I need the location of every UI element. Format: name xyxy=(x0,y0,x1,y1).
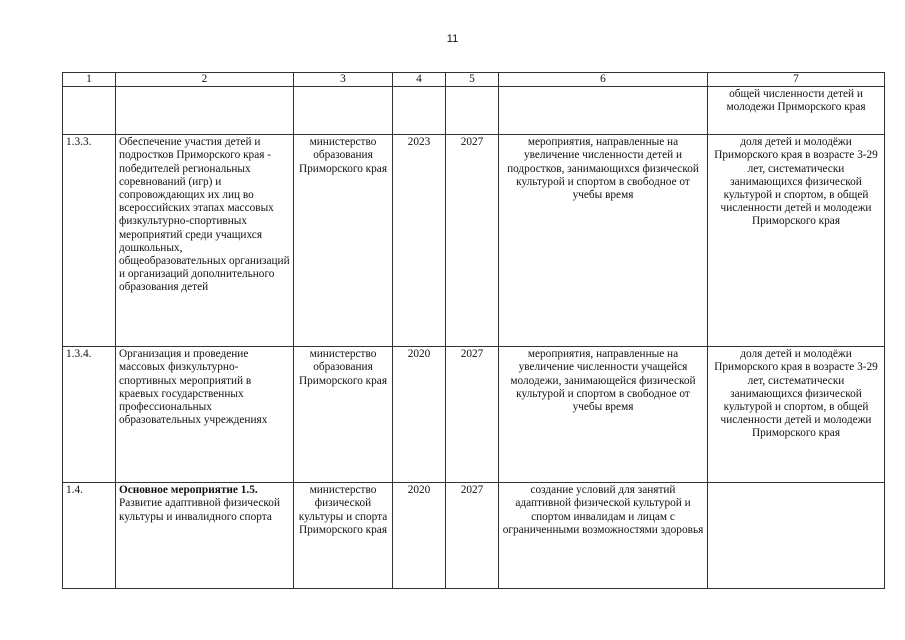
column-number-row xyxy=(63,73,885,87)
activity-name-text: Развитие адаптивной физической культуры и инвалидного спорта xyxy=(119,497,280,523)
column-number: 6 xyxy=(499,73,708,87)
indicator: общей численности детей и молодежи Приморского края xyxy=(708,87,885,135)
activity-name xyxy=(116,483,294,589)
table-row-continuation xyxy=(63,87,885,135)
column-number: 5 xyxy=(446,73,499,87)
expected-result: создание условий для занятий адаптивной физической культурой и спортом инвалидам и лицам с ограниченными возможностями здоровья xyxy=(499,483,708,589)
item-number xyxy=(63,87,116,135)
end-year: 2027 xyxy=(446,135,499,347)
end-year xyxy=(446,87,499,135)
item-number: 1.3.4. xyxy=(63,347,116,483)
executor: министерство образования Приморского края xyxy=(294,347,393,483)
column-number: 7 xyxy=(708,73,885,87)
expected-result: мероприятия, направленные на увеличение численности учащейся молодежи, занимающейся физической культурой и спортом в свободное от учебы время xyxy=(499,347,708,483)
end-year: 2027 xyxy=(446,483,499,589)
column-number: 2 xyxy=(116,73,294,87)
start-year: 2020 xyxy=(393,483,446,589)
indicator: доля детей и молодёжи Приморского края в возрасте 3-29 лет, систематически занимающихся физической культурой и спортом, в общей численности детей и молодежи Приморского края xyxy=(708,347,885,483)
executor: министерство физической культуры и спорта Приморского края xyxy=(294,483,393,589)
expected-result xyxy=(499,87,708,135)
column-number: 4 xyxy=(393,73,446,87)
activity-name: Обеспечение участия детей и подростков Приморского края - победителей региональных соревнований (игр) и сопровождающих их лиц во всероссийских этапах массовых физкультурно-спортивных мероприятий среди учащихся дошкольных, общеобразовательных организаций и организаций дополнительного образования детей xyxy=(116,135,294,347)
start-year: 2020 xyxy=(393,347,446,483)
column-number: 3 xyxy=(294,73,393,87)
expected-result: мероприятия, направленные на увеличение численности детей и подростков, занимающихся физической культурой и спортом в свободное от учебы время xyxy=(499,135,708,347)
table-row-1-3-4 xyxy=(63,347,885,483)
program-activities-table xyxy=(62,72,885,589)
start-year xyxy=(393,87,446,135)
table-row-1-4 xyxy=(63,483,885,589)
executor xyxy=(294,87,393,135)
activity-name: Организация и проведение массовых физкультурно-спортивных мероприятий в краевых государственных профессиональных образовательных учреждениях xyxy=(116,347,294,483)
start-year: 2023 xyxy=(393,135,446,347)
table-row-1-3-3 xyxy=(63,135,885,347)
page-number: 11 xyxy=(446,33,459,45)
executor: министерство образования Приморского края xyxy=(294,135,393,347)
item-number: 1.3.3. xyxy=(63,135,116,347)
end-year: 2027 xyxy=(446,347,499,483)
indicator: доля детей и молодёжи Приморского края в возрасте 3-29 лет, систематически занимающихся физической культурой и спортом, в общей численности детей и молодежи Приморского края xyxy=(708,135,885,347)
column-number: 1 xyxy=(63,73,116,87)
main-activity-label: Основное мероприятие 1.5. xyxy=(119,484,258,497)
indicator xyxy=(708,483,885,589)
activity-name xyxy=(116,87,294,135)
item-number: 1.4. xyxy=(63,483,116,589)
